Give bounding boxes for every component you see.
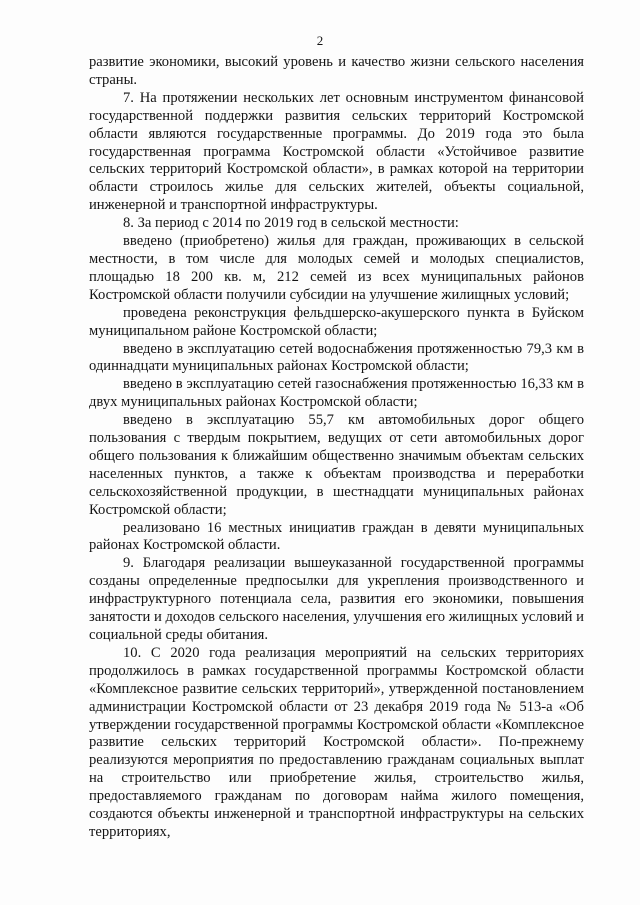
list-item-reconstruction: проведена реконструкция фельдшерско-акушерского пункта в Буйском муниципальном районе Костромской области; <box>89 304 584 339</box>
page-number: 2 <box>316 33 324 48</box>
list-item-housing: введено (приобретено) жилья для граждан, проживающих в сельской местности, в том числе для молодых семей и молодых специалистов, площадью 18 200 кв. м, 212 семей из всех муниципальных районов Костромской области получили субсидии на улучшение жилищных условий; <box>89 233 584 303</box>
list-item-gas-supply: введено в эксплуатацию сетей газоснабжения протяженностью 16,33 км в двух муниципальных районах Костромской области; <box>89 376 584 411</box>
paragraph-9: 9. Благодаря реализации вышеуказанной государственной программы созданы определенные предпосылки для укрепления производственного и инфраструктурного потенциала села, развития его экономики, повышения занятости и доходов сельского населения, улучшения его жилищных условий и социальной среды обитания. <box>89 555 584 643</box>
paragraph-continuation: развитие экономики, высокий уровень и качество жизни сельского населения страны. <box>89 54 584 88</box>
paragraph-7: 7. На протяжении нескольких лет основным инструментом финансовой государственной поддержки развития сельских территорий Костромской области являются государственные программы. До 2019 года это была государственная программа Костромской области «Устойчивое развитие сельских территорий Костромской области», в рамках которой на территории области строилось жилье для сельских жителей, объекты социальной, инженерной и транспортной инфраструктуры. <box>89 89 584 214</box>
paragraph-8: 8. За период с 2014 по 2019 год в сельской местности: <box>123 215 459 232</box>
list-item-roads: введено в эксплуатацию 55,7 км автомобильных дорог общего пользования с твердым покрытием, ведущих от сети автомобильных дорог общего пользования к ближайшим общественно значимым объектам сельских населенных пунктов, а также к объектам производства и переработки сельскохозяйственной продукции, в шестнадцати муниципальных районах Костромской области; <box>89 412 584 518</box>
paragraph-10: 10. С 2020 года реализация мероприятий на сельских территориях продолжилось в рамках государственной программы Костромской области «Комплексное развитие сельских территорий», утвержденной постановлением администрации Костромской области от 23 декабря 2019 года № 513-а «Об утверждении государственной программы Костромской области «Комплексное развитие сельских территорий Костромской области». По-прежнему реализуются мероприятия по предоставлению гражданам социальных выплат на строительство или приобретение жилья, строительство жилья, предоставляемого гражданам по договорам найма жилого помещения, создаются объекты инженерной и транспортной инфраструктуры на сельских территориях, <box>89 644 584 840</box>
list-item-water-supply: введено в эксплуатацию сетей водоснабжения протяженностью 79,3 км в одиннадцати муниципальных районах Костромской области; <box>89 340 584 375</box>
document-body <box>89 54 584 842</box>
list-item-initiatives: реализовано 16 местных инициатив граждан в девяти муниципальных районах Костромской области. <box>89 519 584 554</box>
